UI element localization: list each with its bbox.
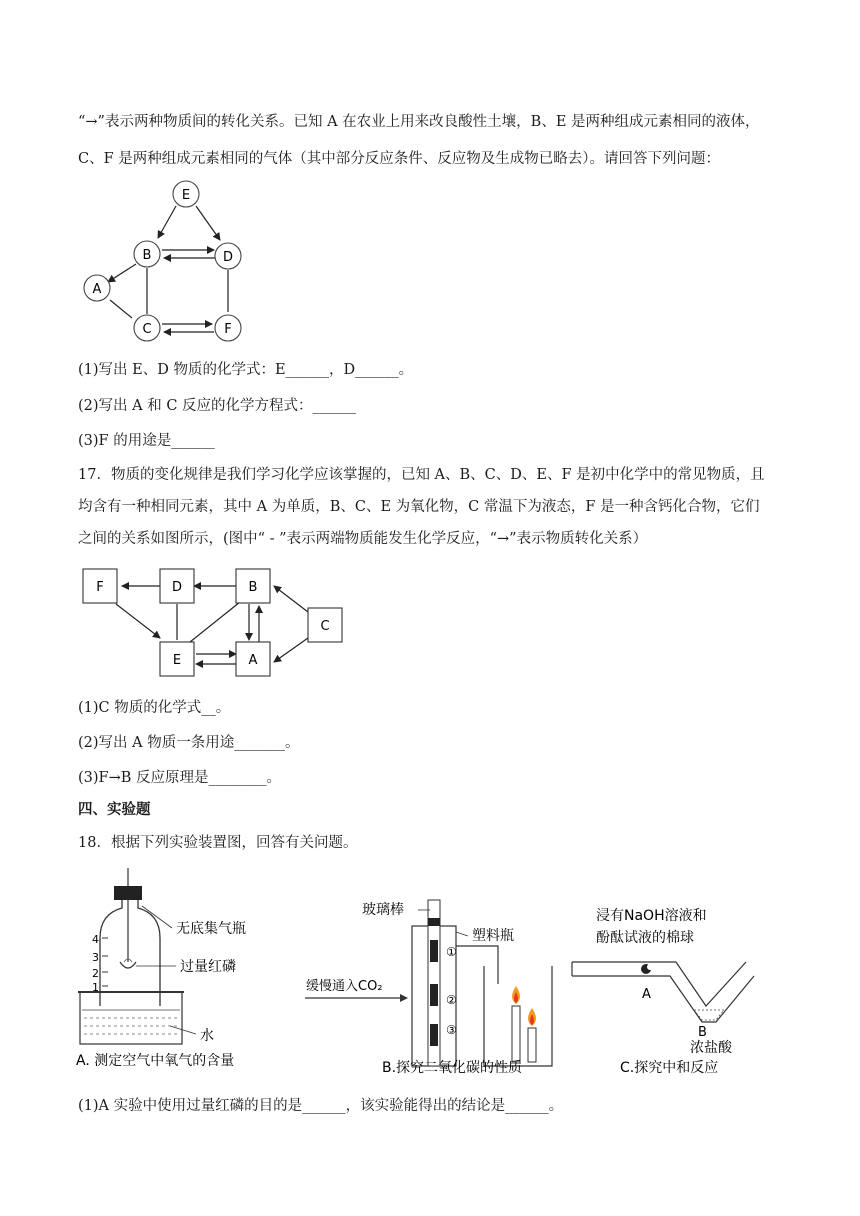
q16-node-e: [173, 181, 199, 207]
q18-intro: 18．根据下列实验装置图，回答有关问题。: [78, 835, 358, 851]
scale-2: 2: [92, 967, 99, 980]
scale-4: 4: [92, 933, 99, 946]
label-position-b: B: [698, 1025, 707, 1040]
marker-1: ①: [446, 945, 457, 959]
q17-sub3: (3)F→B 反应原理是________。: [78, 770, 282, 786]
q17-sub2: (2)写出 A 物质一条用途_______。: [78, 735, 300, 751]
label-cotton-line2: 酚酞试液的棉球: [596, 930, 694, 946]
q17-node-f: [83, 569, 117, 603]
q16-node-c-label: C: [142, 322, 152, 337]
q17-node-b: [236, 569, 270, 603]
marker-3: ③: [446, 1023, 457, 1037]
scale-3: 3: [92, 951, 99, 964]
caption-a: A. 测定空气中氧气的含量: [76, 1053, 235, 1069]
q16-node-b-label: B: [142, 248, 152, 263]
q17-node-e: [160, 642, 194, 676]
label-glass-rod: 玻璃棒: [362, 902, 404, 918]
q16-sub1: (1)写出 E、D 物质的化学式：E______，D______。: [78, 362, 414, 378]
q16-node-a-label: A: [92, 282, 102, 297]
section-heading: 四、实验题: [78, 801, 151, 818]
q17-node-f-label: F: [96, 580, 104, 595]
q16-node-a: [84, 275, 110, 301]
label-hydrochloric-acid: 浓盐酸: [690, 1040, 732, 1056]
q17-node-a: [236, 642, 270, 676]
q16-intro-line1: “→”表示两种物质间的转化关系。已知 A 在农业上用来改良酸性土壤，B、E 是两种组成元素相同的液体，: [78, 114, 760, 130]
label-water: 水: [200, 1028, 214, 1044]
q16-sub3: (3)F 的用途是______: [78, 433, 215, 449]
q18-figure-c: [566, 900, 786, 1076]
q16-node-b: [134, 241, 160, 267]
q17-node-d: [160, 569, 194, 603]
q18-sub1: (1)A 实验中使用过量红磷的目的是______，该实验能得出的结论是______。: [78, 1098, 564, 1114]
q16-node-e-label: E: [181, 188, 191, 203]
q17-node-e-label: E: [172, 653, 182, 668]
caption-c: C.探究中和反应: [620, 1060, 719, 1076]
q17-node-b-label: B: [248, 580, 258, 595]
label-position-a: A: [642, 987, 651, 1002]
q17-intro-line3: 之间的关系如图所示，(图中“ - ”表示两端物质能发生化学反应，“→”表示物质转化关系）: [78, 531, 648, 547]
q18-figure-a: [72, 868, 282, 1078]
q16-diagram: [70, 178, 270, 348]
label-bottomless-bottle: 无底集气瓶: [176, 921, 246, 937]
marker-2: ②: [446, 993, 457, 1007]
q17-node-c-label: C: [320, 619, 330, 634]
label-co2-input: 缓慢通入CO₂: [306, 979, 383, 994]
q16-node-d: [215, 243, 241, 269]
q17-intro-line2: 均含有一种相同元素，其中 A 为单质，B、C、E 为氧化物，C 常温下为液态，F 是一种含钙化合物，它们: [78, 499, 760, 515]
caption-b: B.探究二氧化碳的性质: [382, 1060, 523, 1076]
q16-node-d-label: D: [222, 250, 234, 265]
label-cotton-line1: 浸有NaOH溶液和: [596, 908, 707, 924]
q17-node-a-label: A: [248, 653, 258, 668]
q16-node-f-label: F: [224, 322, 232, 337]
q17-sub1: (1)C 物质的化学式__。: [78, 700, 231, 716]
q16-sub2: (2)写出 A 和 C 反应的化学方程式：______: [78, 398, 357, 414]
q17-diagram: [78, 564, 358, 680]
q16-intro-line2: C、F 是两种组成元素相同的气体（其中部分反应条件、反应物及生成物已略去）。请回答下列问题：: [78, 151, 721, 167]
label-red-phosphorus: 过量红磷: [180, 959, 236, 975]
q17-intro-line1: 17．物质的变化规律是我们学习化学应该掌握的，已知 A、B、C、D、E、F 是初中化学中的常见物质，且: [78, 467, 765, 483]
q17-node-c: [308, 608, 342, 642]
q18-figure-b: [300, 890, 570, 1076]
q17-node-d-label: D: [171, 580, 183, 595]
q16-node-c: [134, 315, 160, 341]
q16-node-f: [215, 315, 241, 341]
scale-1: 1: [92, 981, 99, 994]
label-plastic-bottle: 塑料瓶: [472, 928, 514, 944]
